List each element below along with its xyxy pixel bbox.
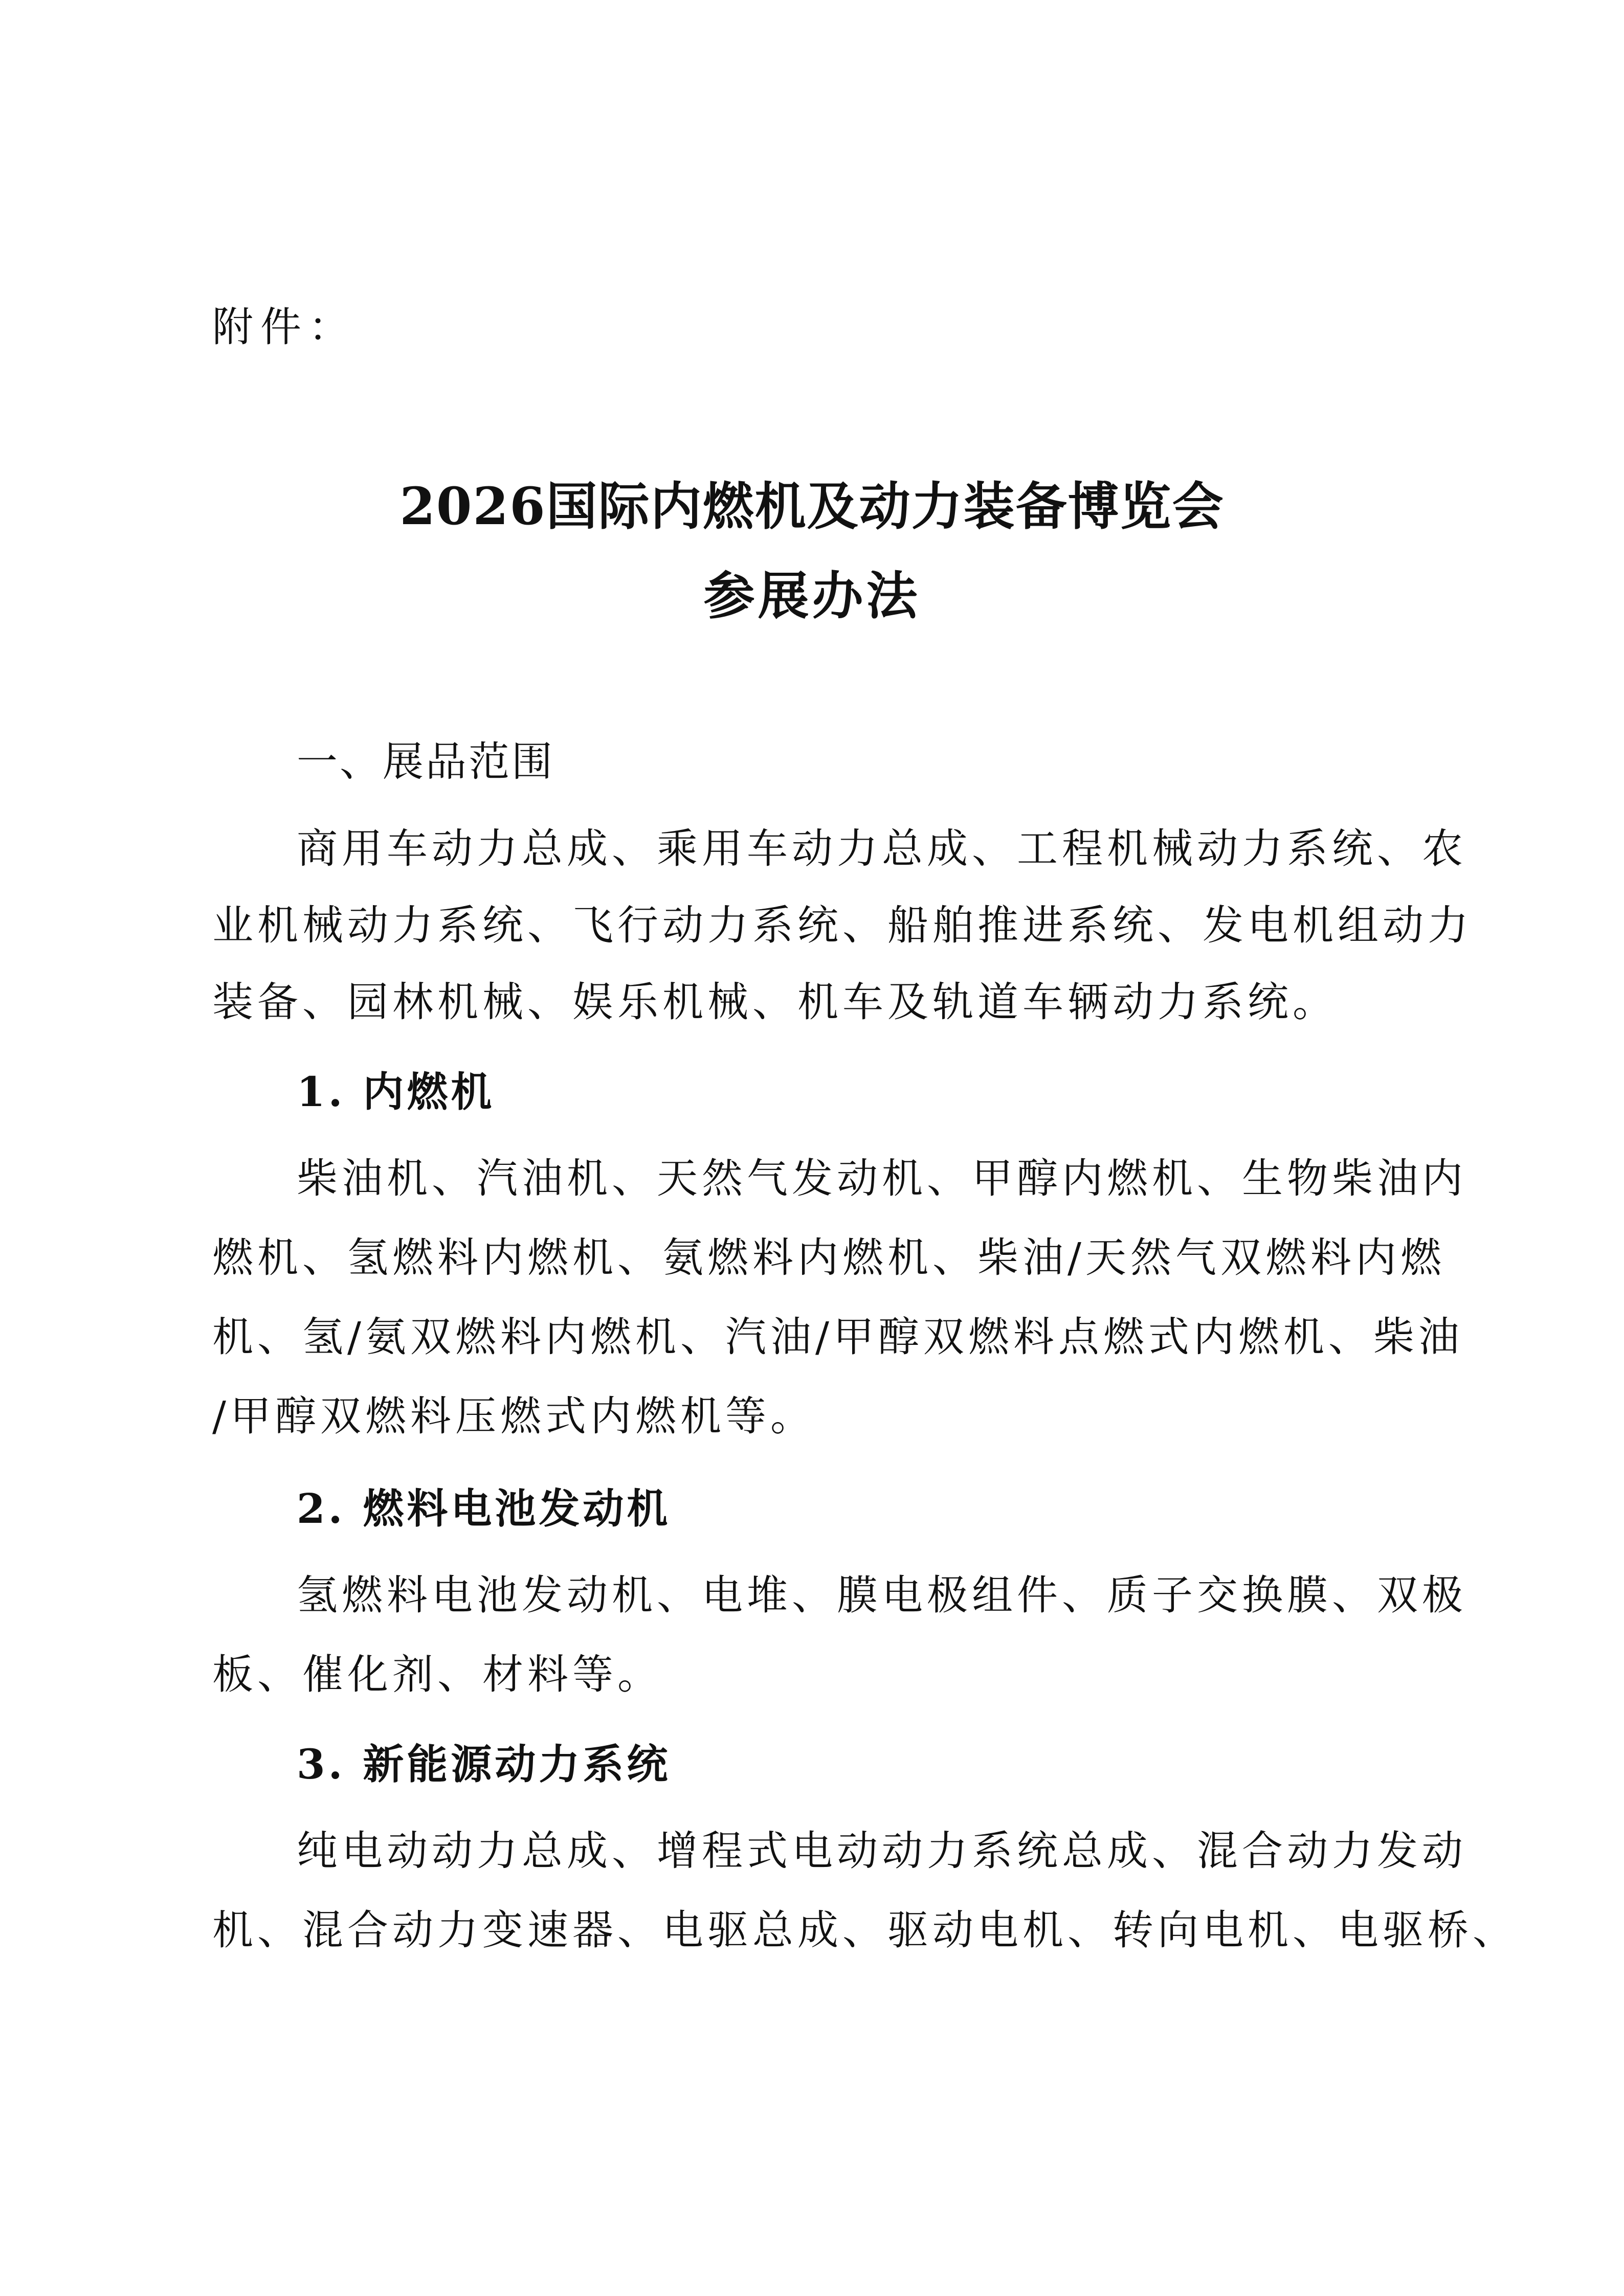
paragraph-line: 板、催化剂、材料等。 xyxy=(212,1651,662,1698)
paragraph-line: 装备、园林机械、娱乐机械、机车及轨道车辆动力系统。 xyxy=(212,978,1338,1026)
document-title-line-1: 2026国际内燃机及动力装备博览会 xyxy=(399,476,1225,536)
paragraph-line: 业机械动力系统、飞行动力系统、船舶推进系统、发电机组动力 xyxy=(212,902,1473,949)
paragraph-line: 商用车动力总成、乘用车动力总成、工程机械动力系统、农 xyxy=(297,825,1467,872)
paragraph-line: /甲醇双燃料压燃式内燃机等。 xyxy=(212,1392,815,1440)
paragraph-line: 燃机、氢燃料内燃机、氨燃料内燃机、柴油/天然气双燃料内燃 xyxy=(212,1234,1445,1281)
document-title-line-2: 参展办法 xyxy=(703,566,921,626)
paragraph-line: 机、氢/氨双燃料内燃机、汽油/甲醇双燃料点燃式内燃机、柴油 xyxy=(212,1313,1463,1361)
subsection-heading: 1. 内燃机 xyxy=(297,1068,495,1116)
paragraph-line: 氢燃料电池发动机、电堆、膜电极组件、质子交换膜、双极 xyxy=(297,1571,1467,1619)
paragraph-line: 纯电动动力总成、增程式电动动力系统总成、混合动力发动 xyxy=(297,1827,1467,1875)
paragraph-line: 机、混合动力变速器、电驱总成、驱动电机、转向电机、电驱桥、 xyxy=(212,1906,1518,1954)
subsection-heading: 3. 新能源动力系统 xyxy=(297,1740,671,1788)
annex-label: 附件： xyxy=(212,303,357,351)
paragraph-line: 柴油机、汽油机、天然气发动机、甲醇内燃机、生物柴油内 xyxy=(297,1155,1467,1202)
subsection-heading: 2. 燃料电池发动机 xyxy=(297,1484,671,1533)
section-heading: 一、展品范围 xyxy=(297,738,554,785)
